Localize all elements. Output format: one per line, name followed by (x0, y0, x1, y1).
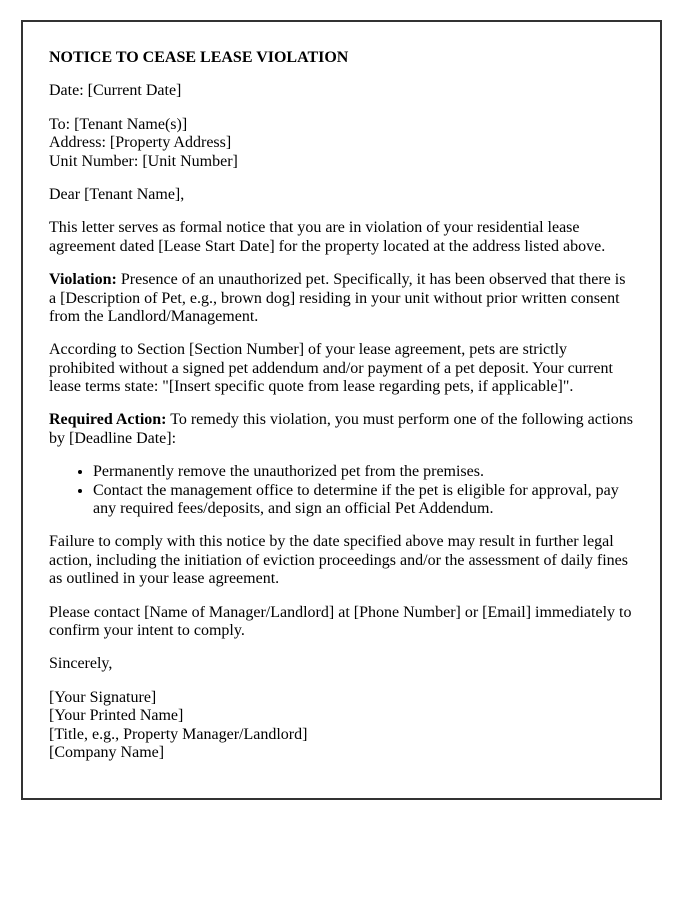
signature-line-company: [Company Name] (49, 743, 165, 761)
recipient-to-line: To: [Tenant Name(s)] (49, 115, 188, 133)
failure-paragraph: Failure to comply with this notice by the date specified above may result in further legal action, including the initiation of eviction proceedings and/or the assessment of daily fines as outlined in your lease agreement. (49, 533, 628, 588)
violation-paragraph (49, 271, 634, 326)
lease-terms-paragraph: According to Section [Section Number] of your lease agreement, pets are strictly prohibited without a signed pet addendum and/or payment of a pet deposit. Your current lease terms state: "[Insert specific quote from lease regarding pets, if applicable]". (49, 341, 613, 396)
action-item-contact-office: • Contact the management office to determine if the pet is eligible for approval, pay any required fees/deposits, and sign an official Pet Addendum. (93, 482, 634, 519)
required-action-paragraph (49, 411, 634, 448)
violation-text: Presence of an unauthorized pet. Specifically, it has been observed that there is a [Description of Pet, e.g., brown dog] residing in your unit without prior written consent from the Landlord/Management. (49, 271, 626, 325)
violation-label: Violation: (49, 271, 117, 289)
recipient-unit-line: Unit Number: [Unit Number] (49, 152, 238, 170)
closing: Sincerely, (49, 655, 113, 673)
intro-paragraph: This letter serves as formal notice that you are in violation of your residential lease agreement dated [Lease Start Date] for the property located at the address listed above. (49, 219, 606, 255)
contact-paragraph: Please contact [Name of Manager/Landlord] at [Phone Number] or [Email] immediately to confirm your intent to comply. (49, 603, 632, 639)
required-action-text: To remedy this violation, you must perform one of the following actions by [Deadline Date]: (49, 411, 633, 447)
required-action-label: Required Action: (49, 411, 167, 429)
date-line: Date: [Current Date] (49, 82, 182, 100)
signature-line-printed-name: [Your Printed Name] (49, 707, 184, 725)
action-list (49, 463, 634, 518)
salutation: Dear [Tenant Name], (49, 185, 185, 203)
signature-line-signature: [Your Signature] (49, 688, 157, 706)
letter-title: NOTICE TO CEASE LEASE VIOLATION (49, 49, 349, 66)
recipient-address-line: Address: [Property Address] (49, 134, 232, 152)
letter-page (21, 20, 662, 800)
recipient-block (49, 116, 634, 171)
action-item-remove-pet: • Permanently remove the unauthorized pet from the premises. (93, 463, 634, 481)
signature-block (49, 689, 634, 763)
signature-line-title: [Title, e.g., Property Manager/Landlord] (49, 725, 308, 743)
